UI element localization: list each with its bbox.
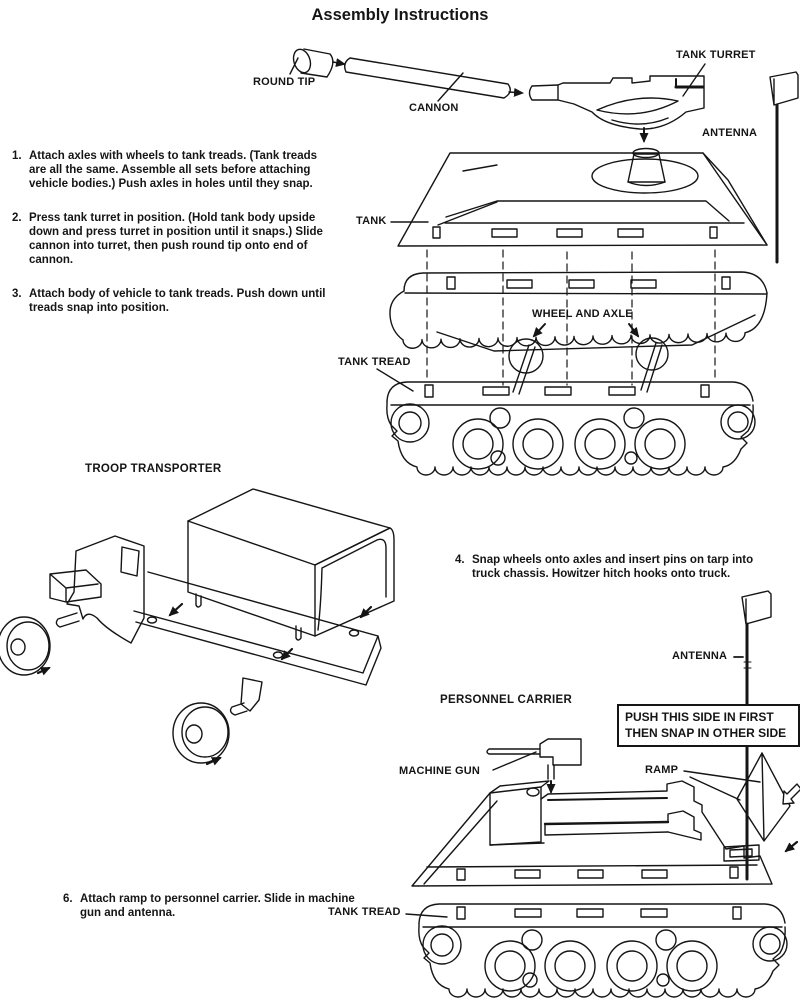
page-title: Assembly Instructions xyxy=(311,6,489,24)
step-text: Snap wheels onto axles and insert pins on tarp into truck chassis. Howitzer hitch hooks onto truck. xyxy=(472,554,754,580)
round-tip-label: ROUND TIP xyxy=(253,76,316,88)
push-side-callout-box xyxy=(617,704,800,747)
antenna-bottom-label: ANTENNA xyxy=(672,650,728,662)
tank-tread-top-leader-line xyxy=(377,369,413,391)
tank-turret-part xyxy=(530,64,706,141)
step-text: Attach ramp to personnel carrier. Slide in machine gun and antenna. xyxy=(80,893,355,919)
machine-gun-label: MACHINE GUN xyxy=(399,765,481,777)
step-text: Press tank turret in position. (Hold tank body upside down and press turret in position until it snaps.) Slide cannon into turret, then push round tip onto end of cannon. xyxy=(29,212,323,266)
instruction-step-3 xyxy=(12,287,334,315)
instruction-step-6 xyxy=(63,892,363,920)
tank-tread-upper-unit xyxy=(390,272,767,394)
personnel-carrier-drawing xyxy=(412,781,772,886)
wheel-and-axle-label: WHEEL AND AXLE xyxy=(532,308,633,320)
cannon-label: CANNON xyxy=(409,102,459,114)
ramp-label: RAMP xyxy=(645,764,679,776)
callout-line-1: PUSH THIS SIDE IN FIRST xyxy=(625,710,774,724)
round-tip-part xyxy=(290,47,344,77)
step-number: 1. xyxy=(12,150,22,162)
tank-tread-bottom-label: TANK TREAD xyxy=(328,906,401,918)
step-number: 6. xyxy=(63,893,73,905)
step-number: 4. xyxy=(455,554,465,566)
instruction-step-1 xyxy=(12,149,334,191)
troop-transporter-drawing xyxy=(0,489,394,764)
step-number: 2. xyxy=(12,212,22,224)
assembly-steps-1-3 xyxy=(12,149,334,335)
machine-gun-part xyxy=(487,739,581,792)
instruction-step-4 xyxy=(455,553,767,581)
step-number: 3. xyxy=(12,288,22,300)
antenna-part-top xyxy=(770,72,798,262)
callout-line-2: THEN SNAP IN OTHER SIDE xyxy=(625,726,787,740)
tank-body-part xyxy=(391,149,767,247)
tank-label: TANK xyxy=(356,215,387,227)
personnel-carrier-label: PERSONNEL CARRIER xyxy=(440,694,573,706)
troop-transporter-label: TROOP TRANSPORTER xyxy=(85,463,222,475)
step-text: Attach body of vehicle to tank treads. Push down until treads snap into position. xyxy=(29,288,326,314)
step-text: Attach axles with wheels to tank treads. (Tank treads are all the same. Assemble all sets before attaching vehicle bodies.) Push axles in holes until they snap. xyxy=(29,150,318,190)
tank-tread-carrier-unit xyxy=(419,904,787,997)
tank-tread-lower-unit xyxy=(387,382,755,475)
tank-turret-label: TANK TURRET xyxy=(676,49,756,61)
cannon-part xyxy=(345,58,522,101)
tank-tread-top-label: TANK TREAD xyxy=(338,356,411,368)
instruction-step-2 xyxy=(12,211,334,267)
tank-tread-bottom-leader-line xyxy=(406,914,447,917)
antenna-top-label: ANTENNA xyxy=(702,127,758,139)
